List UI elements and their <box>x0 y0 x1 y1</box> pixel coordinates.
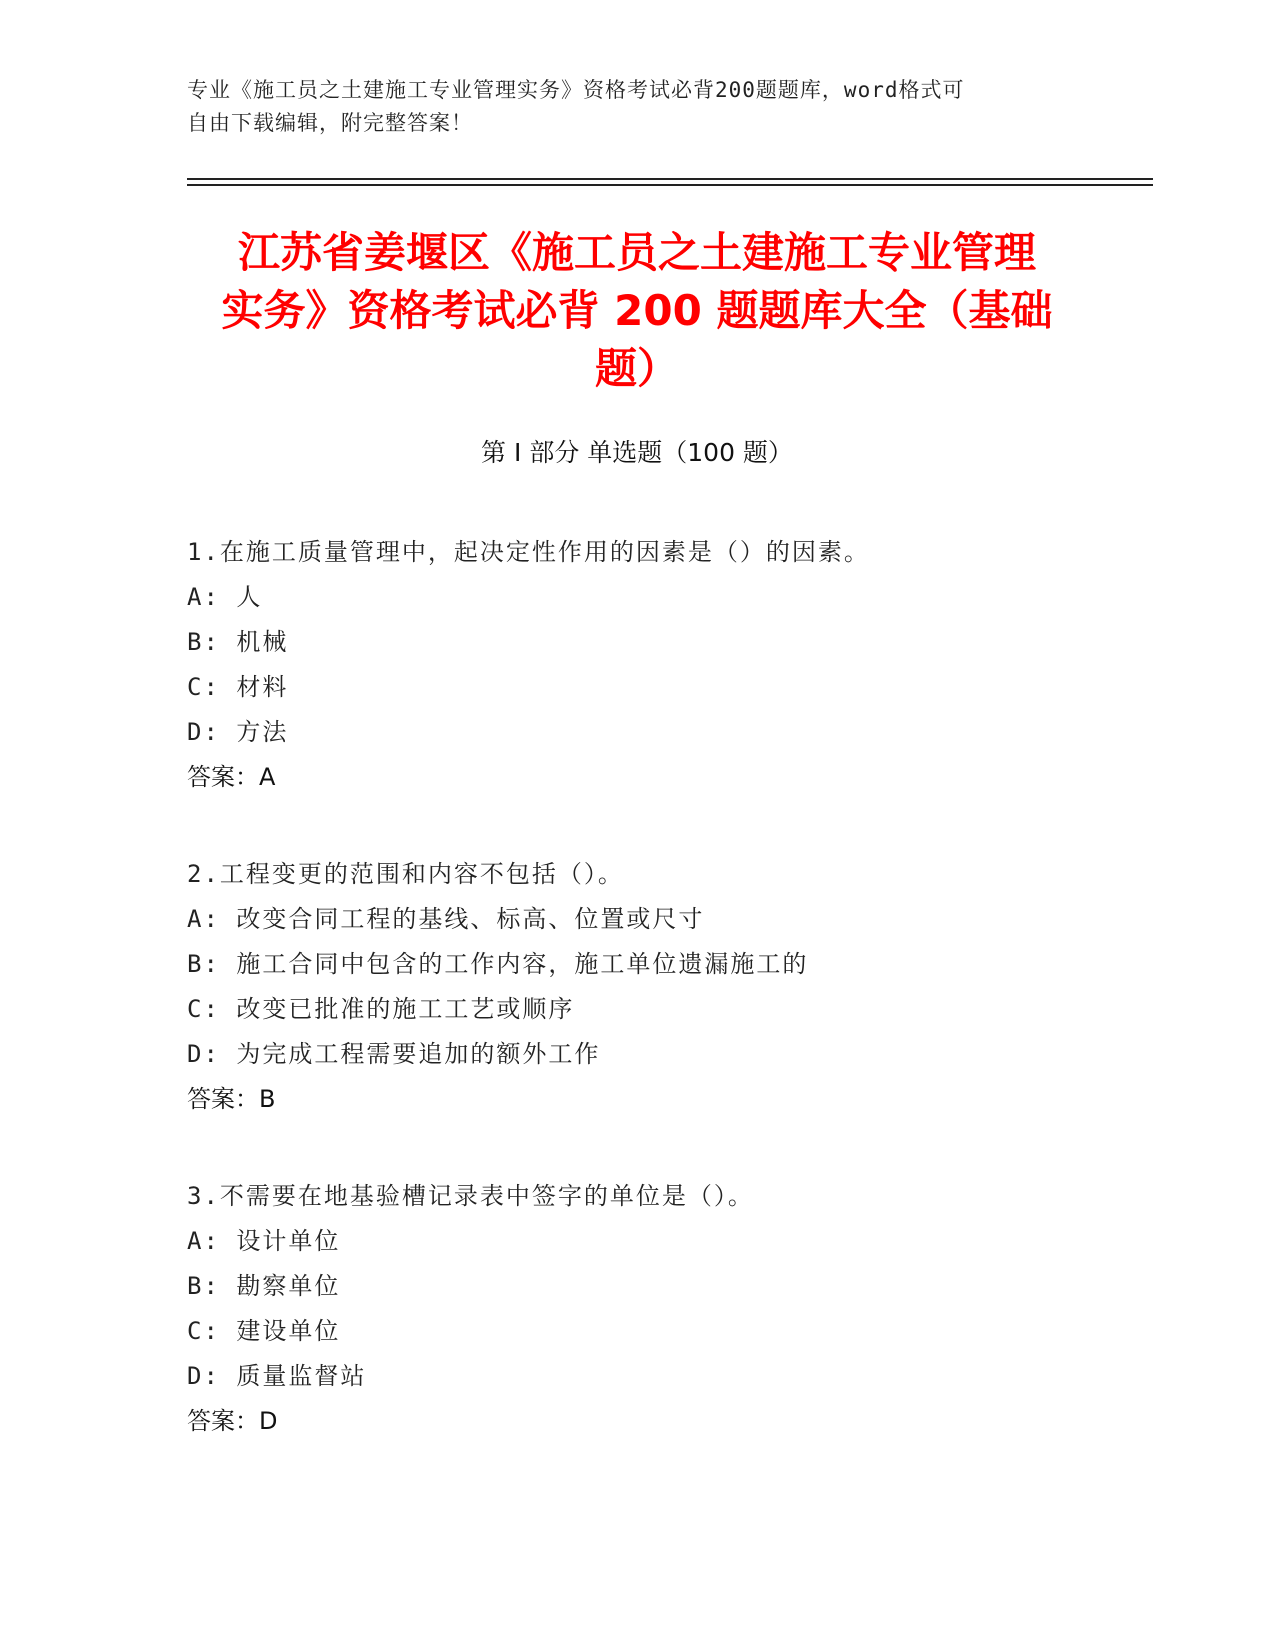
option-b: B: 勘察单位 <box>187 1272 341 1300</box>
section-heading: 第 I 部分 单选题（100 题） <box>481 438 793 467</box>
option-b: B: 施工合同中包含的工作内容，施工单位遗漏施工的 <box>187 950 809 978</box>
option-a: A: 改变合同工程的基线、标高、位置或尺寸 <box>187 905 705 933</box>
question-1 <box>187 530 1147 800</box>
answer: 答案：A <box>187 763 276 791</box>
answer: 答案：B <box>187 1085 276 1113</box>
document-title <box>187 224 1087 398</box>
question-stem: 2.工程变更的范围和内容不包括（）。 <box>187 860 624 888</box>
header-note-line-2: 自由下载编辑，附完整答案！ <box>187 111 473 135</box>
header-divider-bottom <box>187 184 1153 186</box>
option-b: B: 机械 <box>187 628 289 656</box>
question-stem: 3.不需要在地基验槽记录表中签字的单位是（）。 <box>187 1182 754 1210</box>
question-list <box>187 530 1147 1444</box>
document-title-line-3: 题） <box>594 344 679 393</box>
option-c: C: 材料 <box>187 673 289 701</box>
option-c: C: 建设单位 <box>187 1317 341 1345</box>
document-title-line-1: 江苏省姜堰区《施工员之土建施工专业管理 <box>237 228 1036 277</box>
option-d: D: 方法 <box>187 718 289 746</box>
question-3 <box>187 1174 1147 1444</box>
question-stem: 1.在施工质量管理中，起决定性作用的因素是（）的因素。 <box>187 538 870 566</box>
answer: 答案：D <box>187 1407 278 1435</box>
option-a: A: 设计单位 <box>187 1227 341 1255</box>
option-d: D: 为完成工程需要追加的额外工作 <box>187 1040 601 1068</box>
option-c: C: 改变已批准的施工工艺或顺序 <box>187 995 575 1023</box>
header-note <box>187 74 1067 140</box>
question-2 <box>187 852 1147 1122</box>
option-d: D: 质量监督站 <box>187 1362 367 1390</box>
document-title-line-2: 实务》资格考试必背 200 题题库大全（基础 <box>221 286 1053 335</box>
header-divider-top <box>187 178 1153 180</box>
header-note-line-1: 专业《施工员之土建施工专业管理实务》资格考试必背200题题库，word格式可 <box>187 78 965 102</box>
option-a: A: 人 <box>187 583 263 611</box>
